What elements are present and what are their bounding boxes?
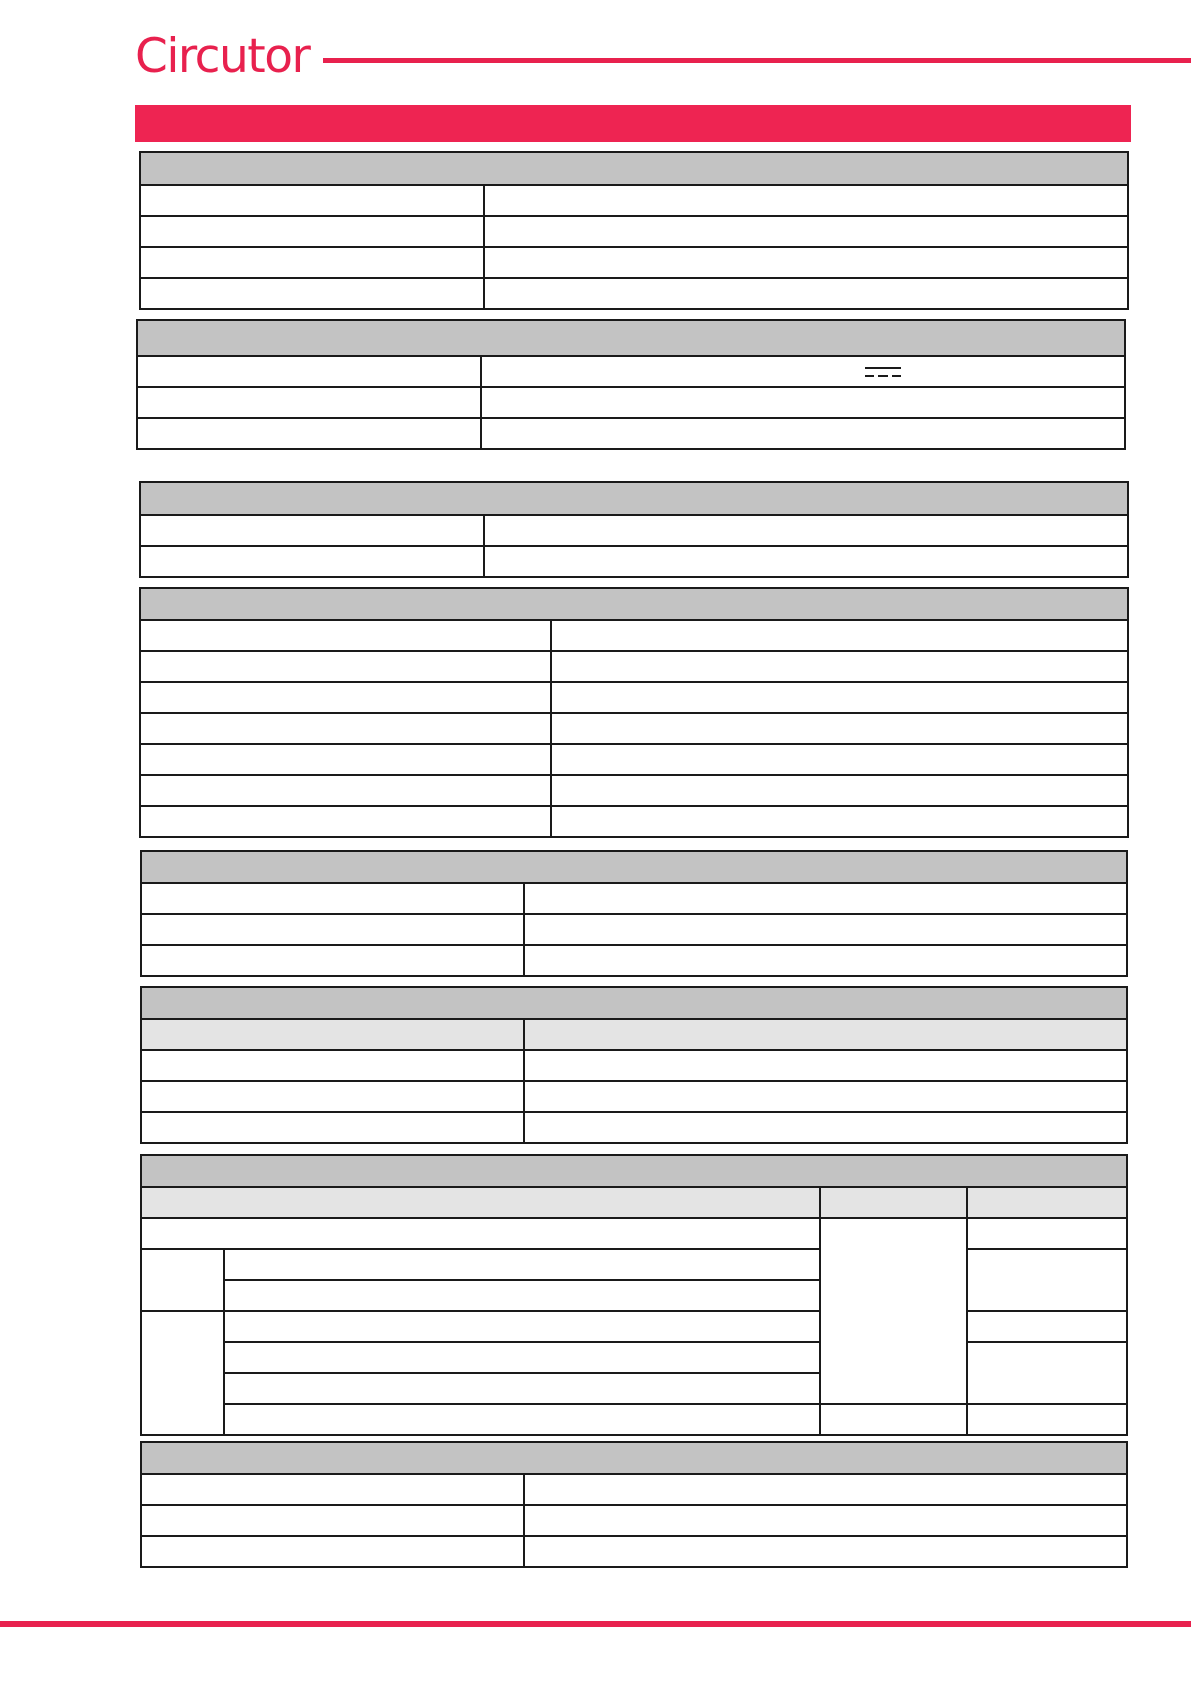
table-row xyxy=(140,620,1128,651)
table-row xyxy=(141,1505,1127,1536)
spec-table-3 xyxy=(139,481,1129,578)
spec-table-4 xyxy=(139,587,1129,838)
table-subheader-row xyxy=(141,1019,1127,1050)
table-row xyxy=(141,1081,1127,1112)
table-row xyxy=(141,945,1127,976)
table-row xyxy=(140,775,1128,806)
table-row xyxy=(140,247,1128,278)
table-row xyxy=(141,1342,1127,1373)
table-row xyxy=(140,515,1128,546)
spec-table-7 xyxy=(140,1154,1128,1436)
table-row xyxy=(141,1474,1127,1505)
svg-text:Circutor: Circutor xyxy=(135,30,310,80)
spec-table-1 xyxy=(139,151,1129,310)
table-header xyxy=(141,987,1127,1019)
table-header xyxy=(140,152,1128,185)
table-row xyxy=(141,1536,1127,1567)
table-row xyxy=(141,1404,1127,1435)
section-title-bar xyxy=(135,105,1131,142)
direct-current-icon xyxy=(865,366,901,378)
table-row xyxy=(140,216,1128,247)
table-header xyxy=(141,851,1127,883)
circutor-logo-icon xyxy=(135,30,320,80)
table-row xyxy=(141,1218,1127,1249)
table-row xyxy=(140,278,1128,309)
table-header xyxy=(140,588,1128,620)
table-row xyxy=(140,546,1128,577)
table-row xyxy=(141,1112,1127,1143)
table-header xyxy=(141,1442,1127,1474)
spec-table-2 xyxy=(136,319,1126,450)
table-row xyxy=(137,356,1125,387)
spec-table-5 xyxy=(140,850,1128,977)
table-row xyxy=(140,651,1128,682)
table-row xyxy=(137,418,1125,449)
brand-logo xyxy=(135,30,320,80)
table-row xyxy=(140,682,1128,713)
table-row xyxy=(140,744,1128,775)
table-row xyxy=(141,883,1127,914)
table-row xyxy=(141,1050,1127,1081)
table-row xyxy=(140,185,1128,216)
table-row xyxy=(140,713,1128,744)
table-header xyxy=(137,320,1125,356)
table-row xyxy=(140,806,1128,837)
footer-rule xyxy=(0,1621,1191,1627)
table-row xyxy=(141,1311,1127,1342)
table-row xyxy=(141,1249,1127,1280)
spec-table-8 xyxy=(140,1441,1128,1568)
table-header xyxy=(141,1155,1127,1187)
table-row xyxy=(141,914,1127,945)
table-header xyxy=(140,482,1128,515)
table-subheader-row xyxy=(141,1187,1127,1218)
table-row xyxy=(137,387,1125,418)
spec-table-6 xyxy=(140,986,1128,1144)
header-rule xyxy=(323,58,1191,63)
